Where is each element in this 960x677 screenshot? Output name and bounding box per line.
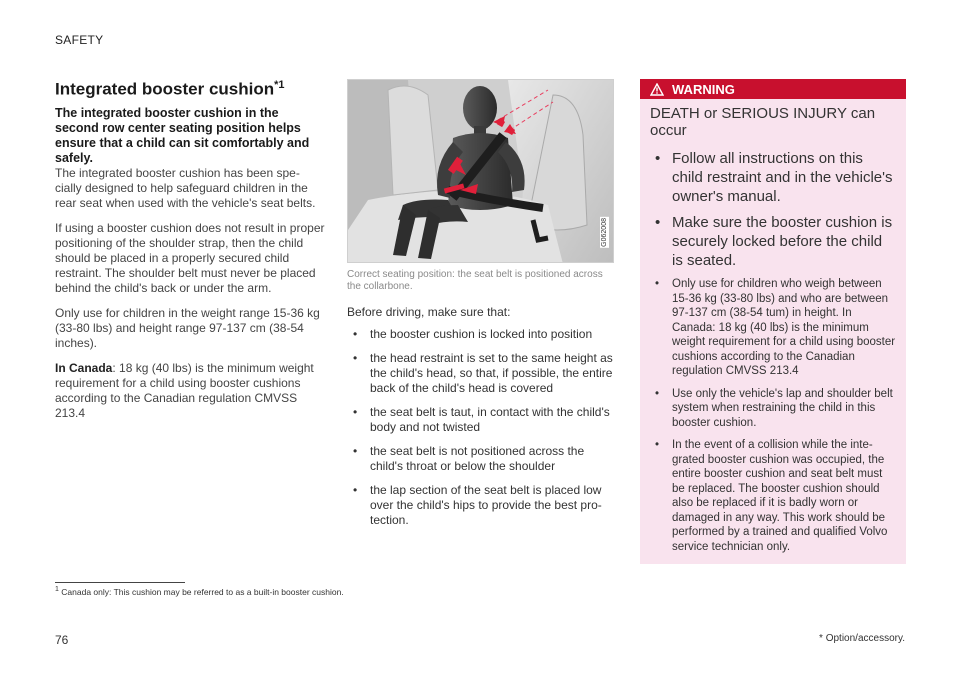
list-item: • the seat belt is taut, in contact with the child's body and not twisted bbox=[347, 405, 614, 435]
list-item: • Follow all instructions on this child restraint and in the vehicle's owner's manual. bbox=[650, 149, 896, 206]
page-number: 76 bbox=[55, 633, 69, 647]
warning-title: DEATH or SERIOUS INJURY can occur bbox=[650, 105, 876, 139]
checklist bbox=[347, 327, 614, 528]
paragraph-canada: In Canada: 18 kg (40 lbs) is the minimum weight requirement for a child using booster cushions according to the Canadian regulation CMVSS 213.4 bbox=[55, 360, 314, 420]
option-accessory-note: * Option/accessory. bbox=[819, 633, 905, 644]
figure-caption: Correct seating position: the seat belt is positioned across the collarbone. bbox=[347, 269, 603, 292]
warning-header bbox=[640, 79, 906, 99]
footnote-divider bbox=[55, 582, 185, 583]
list-item: • the booster cushion is locked into position bbox=[347, 327, 614, 342]
paragraph-2: If using a booster cushion does not result in proper positioning of the shoulder strap, then the child should be placed in a properly secured child restraint. The shoulder belt must never be placed behind the child's back or under the arm. bbox=[55, 220, 325, 295]
checklist-intro: Before driving, make sure that: bbox=[347, 305, 511, 319]
warning-label: WARNING bbox=[672, 81, 735, 97]
paragraph-3: Only use for children in the weight range 15-36 kg (33-80 lbs) and height range 97-137 cm (38-54 inches). bbox=[55, 305, 320, 350]
list-item: • Make sure the booster cushion is securely locked before the child is seated. bbox=[650, 213, 896, 270]
list-item: • the head restraint is set to the same height as the child's head, so that, if possible, the entire back of the child's head is covered bbox=[347, 351, 614, 396]
warning-box bbox=[640, 79, 906, 564]
title-footnote-mark: *1 bbox=[274, 79, 285, 91]
list-item: • the seat belt is not positioned across the child's throat or below the shoulder bbox=[347, 444, 614, 474]
lead-paragraph: The integrated booster cushion in the second row center seating position helps ensure that a child can sit comfortably and safely. bbox=[55, 105, 310, 165]
warning-detail-list bbox=[650, 277, 896, 554]
child-dummy-image bbox=[348, 80, 614, 263]
paragraph-1: The integrated booster cushion has been spe-cially designed to help safeguard children in the rear seat when used with the vehicle's seat belts. bbox=[55, 165, 316, 210]
footnote: $^1$ Canada only: This cushion may be referred to as a built-in booster cushion. bbox=[55, 586, 344, 597]
middle-column bbox=[347, 79, 614, 537]
list-item: • the lap section of the seat belt is placed low over the child's hips to provide the best pro-tection. bbox=[347, 483, 614, 528]
section-header: SAFETY bbox=[55, 33, 104, 47]
list-item: • In the event of a collision while the inte-grated booster cushion was occupied, the entire booster cushion and seat belt must be replaced. The booster cushion should also be replaced if it is badly worn or damaged in any way. This work should be performed by a trained and qualified Volvo service technician only. bbox=[650, 438, 896, 554]
warning-triangle-icon bbox=[650, 83, 664, 96]
canada-label: In Canada bbox=[55, 360, 113, 375]
figure-code: G062008 bbox=[601, 218, 608, 247]
warning-main-list bbox=[650, 149, 896, 270]
page-title: Integrated booster cushion$^{*1}$ bbox=[55, 79, 285, 99]
left-column bbox=[55, 79, 325, 431]
list-item: • Only use for children who weigh between 15-36 kg (33-80 lbs) and who are between 97-137 cm (38-54 tum) in height. In Canada: 18 kg (40 lbs) is the minimum weight requirement for a child using booster cushions according to the Canadian regulation CMVSS 213.4 bbox=[650, 277, 896, 379]
seating-illustration bbox=[347, 79, 614, 263]
list-item: • Use only the vehicle's lap and shoulder belt system when restraining the child in this booster cushion. bbox=[650, 387, 896, 431]
